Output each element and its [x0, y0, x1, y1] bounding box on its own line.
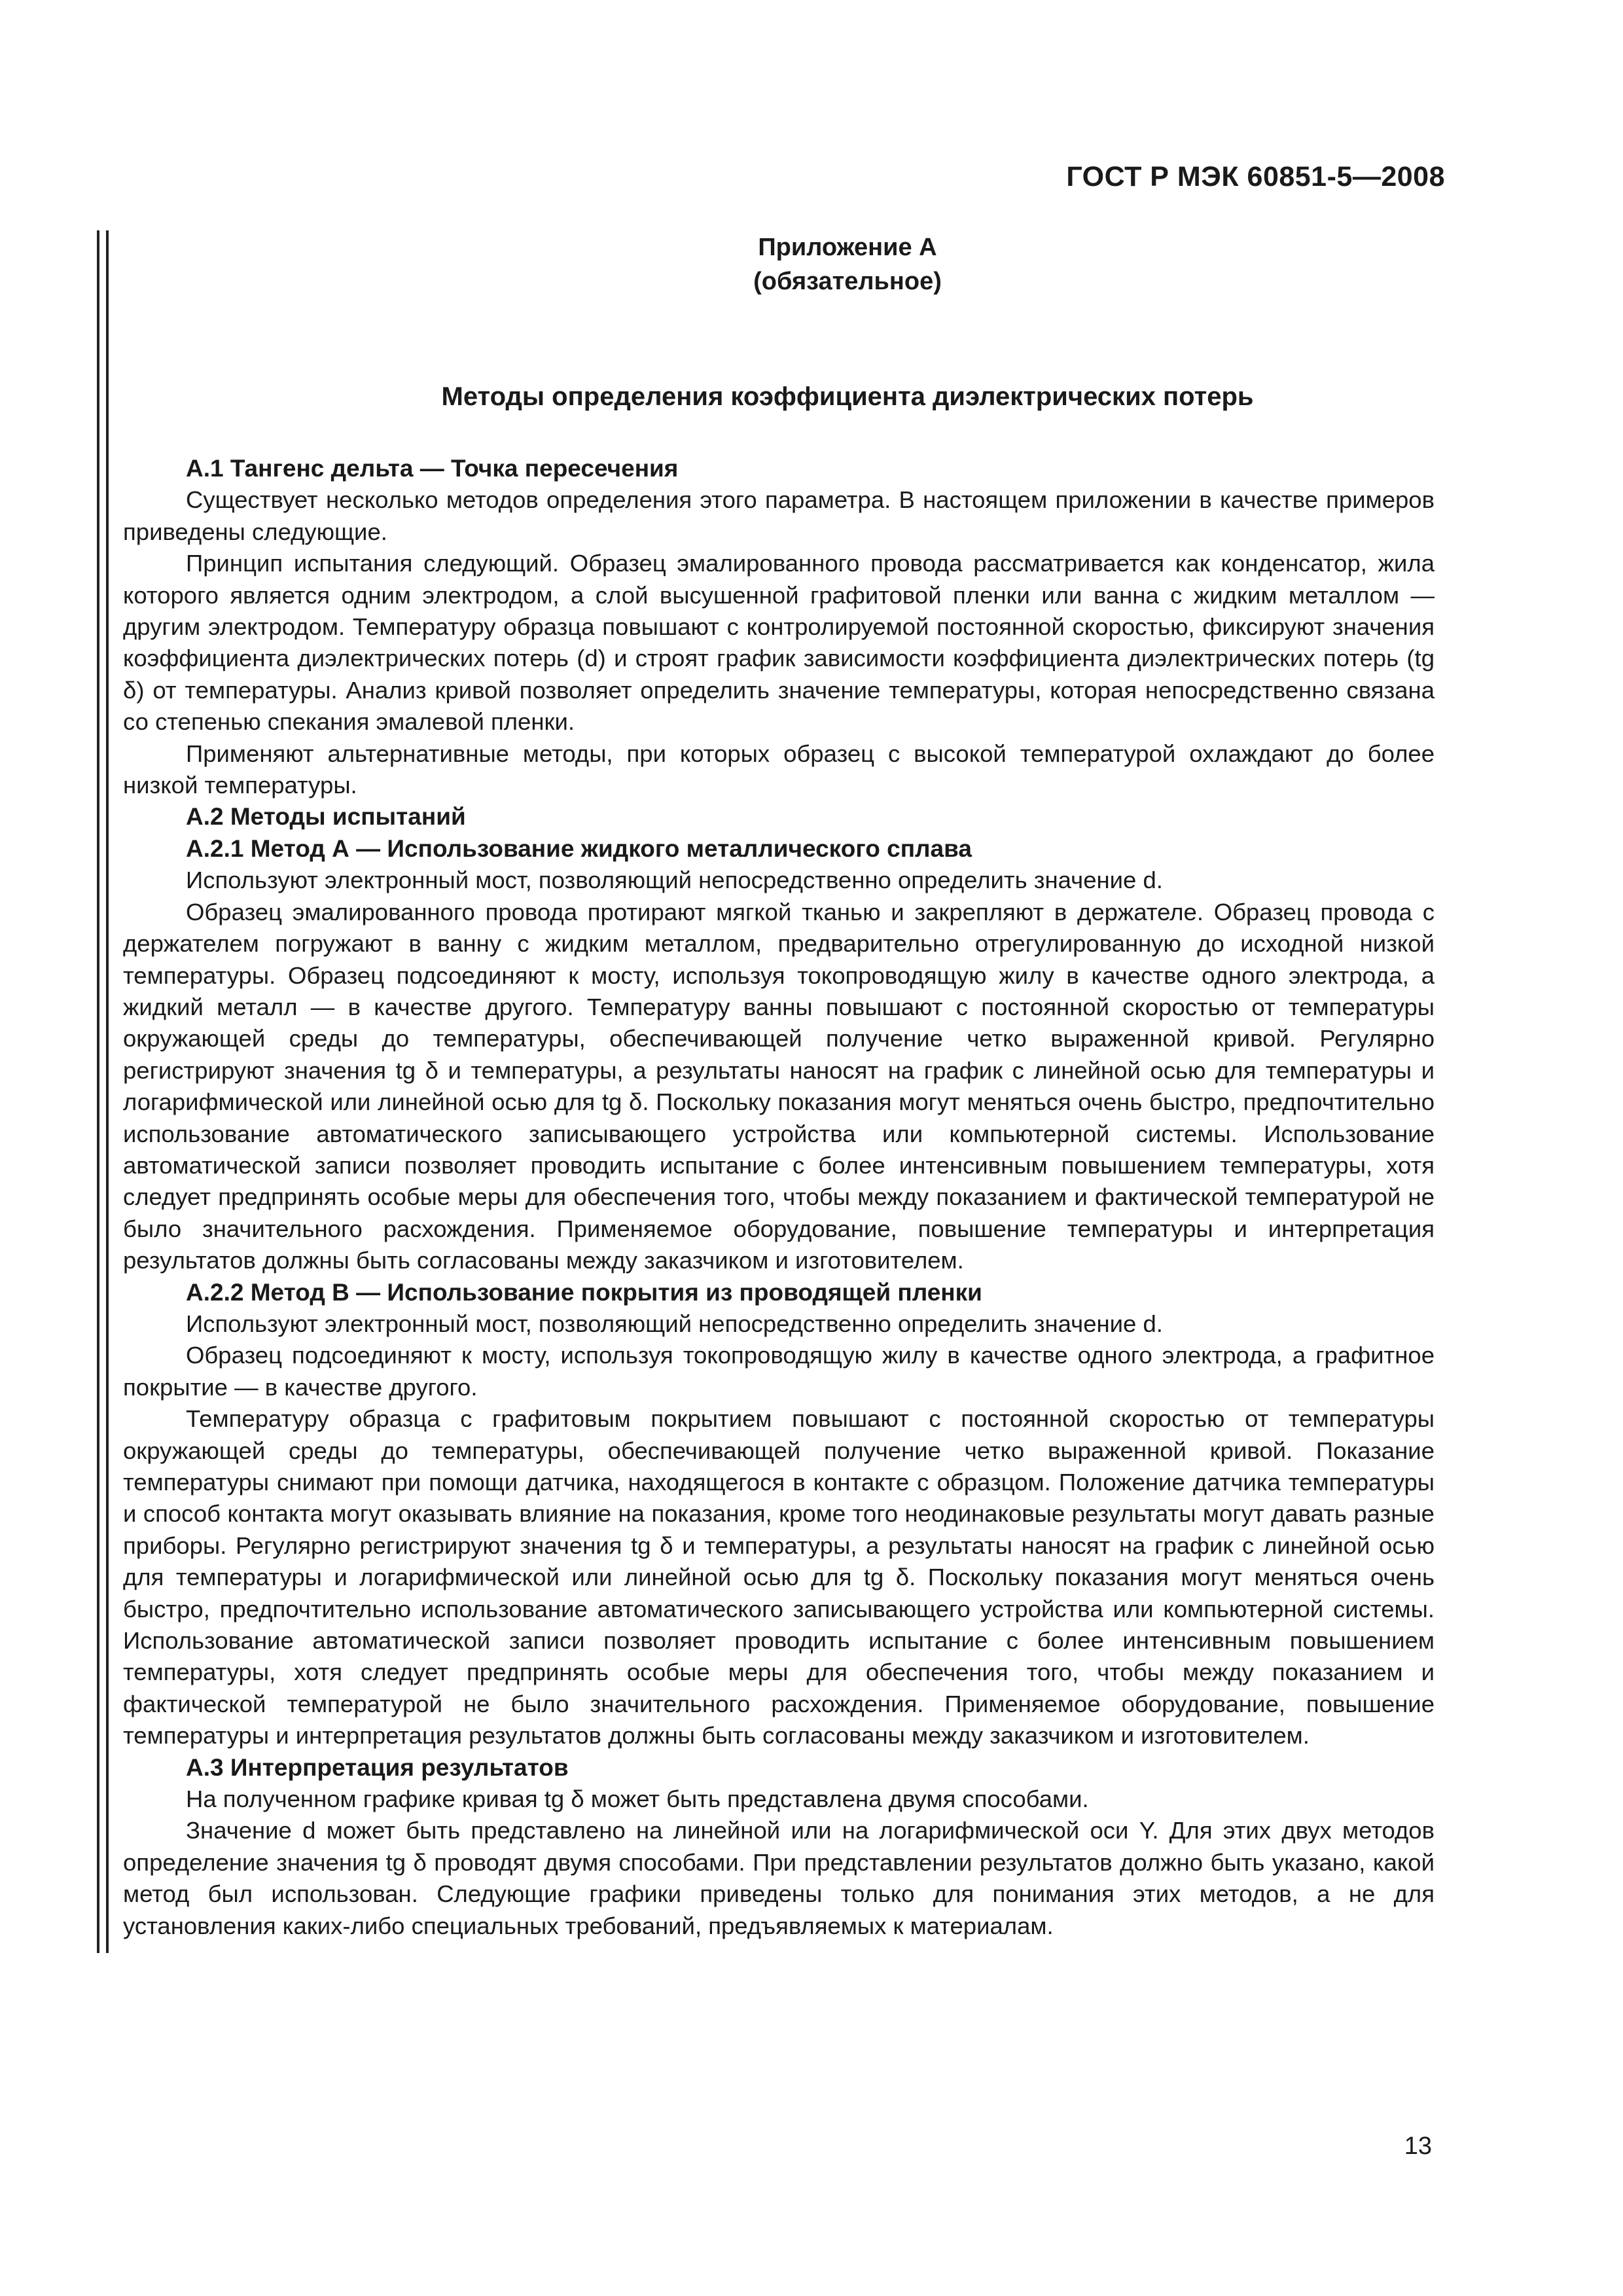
- paragraph: Образец эмалированного провода протирают мягкой тканью и закрепляют в держателе. Образец провода с держателем погружают в ванну с жидким металлом, предварительно отрегулированную до исходной низкой температуры. Образец подсоединяют к мосту, используя токопроводящую жилу в качестве одного электрода, а жидкий металл — в качестве другого. Температуру ванны повышают с постоянной скоростью от температуры окружающей среды до температуры, обеспечивающей получение четко выраженной кривой. Регулярно регистрируют значения tg δ и температуры, а результаты наносят на график с линейной осью для температуры и логарифмической или линейной осью для tg δ. Поскольку показания могут меняться очень быстро, предпочтительно использование автоматического записывающего устройства или компьютерной системы. Использование автоматической записи позволяет проводить испытание с более интенсивным повышением температуры, хотя следует предпринять особые меры для обеспечения того, чтобы между показанием и фактической температурой не было значительного расхождения. Применяемое оборудование, повышение температуры и интерпретация результатов должны быть согласованы между заказчиком и изготовителем.: [123, 898, 1435, 1274]
- appendix-label: Приложение А: [758, 234, 937, 261]
- paragraph: Значение d может быть представлено на линейной или на логарифмической оси Y. Для этих двух методов определение значения tg δ проводят двумя способами. При представлении результатов должно быть указано, какой метод был использован. Следующие графики приведены только для понимания этих методов, а не для установления каких-либо специальных требований, предъявляемых к материалам.: [123, 1817, 1435, 1939]
- paragraph: Температуру образца с графитовым покрытием повышают с постоянной скоростью от температуры окружающей среды до температуры, обеспечивающей получение четко выраженной кривой. Показание температуры снимают при помощи датчика, находящегося в контакте с образцом. Положение датчика температуры и способ контакта могут оказывать влияние на показания, кроме того неодинаковые результаты могут давать разные приборы. Регулярно регистрируют значения tg δ и температуры, а результаты наносят на график с линейной осью для температуры и логарифмической или линейной осью для tg δ. Поскольку показания могут меняться очень быстро, предпочтительно использование автоматического записывающего устройства или компьютерной системы. Использование автоматической записи позволяет проводить испытание с более интенсивным повышением температуры, хотя следует предпринять особые меры для обеспечения того, чтобы между показанием и фактической температурой не было значительного расхождения. Применяемое оборудование, повышение температуры и интерпретация результатов должны быть согласованы между заказчиком и изготовителем.: [123, 1405, 1435, 1749]
- paragraph: На полученном графике кривая tg δ может быть представлена двумя способами.: [186, 1785, 1089, 1813]
- section-heading-a21: А.2.1 Метод А — Использование жидкого металлического сплава: [186, 834, 972, 862]
- appendix-title: Методы определения коэффициента диэлектрических потерь: [441, 382, 1254, 411]
- document-designation: ГОСТ Р МЭК 60851-5—2008: [1066, 161, 1445, 192]
- section-heading-a22: А.2.2 Метод В — Использование покрытия из проводящей пленки: [186, 1278, 982, 1306]
- change-bar-inner: [106, 230, 109, 1953]
- section-heading-a2: А.2 Методы испытаний: [186, 803, 466, 831]
- paragraph: Применяют альтернативные методы, при которых образец с высокой температурой охлаждают до более низкой температуры.: [123, 740, 1435, 799]
- page-number: 13: [1404, 2132, 1432, 2160]
- paragraph: Существует несколько методов определения этого параметра. В настоящем приложении в качестве примеров приведены следующие.: [123, 486, 1435, 545]
- change-bar-outer: [97, 230, 99, 1953]
- section-heading-a3: А.3 Интерпретация результатов: [186, 1753, 569, 1781]
- appendix-heading: [0, 230, 1623, 298]
- section-heading-a1: А.1 Тангенс дельта — Точка пересечения: [186, 455, 679, 482]
- appendix-status: (обязательное): [753, 268, 942, 295]
- document-body: [123, 453, 1435, 1942]
- paragraph: Принцип испытания следующий. Образец эмалированного провода рассматривается как конденсатор, жила которого является одним электродом, а слой высушенной графитовой пленки или ванна с жидким металлом — другим электродом. Температуру образца повышают с контролируемой постоянной скоростью, фиксируют значения коэффициента диэлектрических потерь (d) и строят график зависимости коэффициента диэлектрических потерь (tg δ) от температуры. Анализ кривой позволяет определить значение температуры, которая непосредственно связана со степенью спекания эмалевой пленки.: [123, 550, 1435, 736]
- paragraph: Используют электронный мост, позволяющий непосредственно определить значение d.: [186, 1310, 1163, 1337]
- paragraph: Используют электронный мост, позволяющий непосредственно определить значение d.: [186, 867, 1163, 894]
- paragraph: Образец подсоединяют к мосту, используя токопроводящую жилу в качестве одного электрода, а графитное покрытие — в качестве другого.: [123, 1342, 1435, 1401]
